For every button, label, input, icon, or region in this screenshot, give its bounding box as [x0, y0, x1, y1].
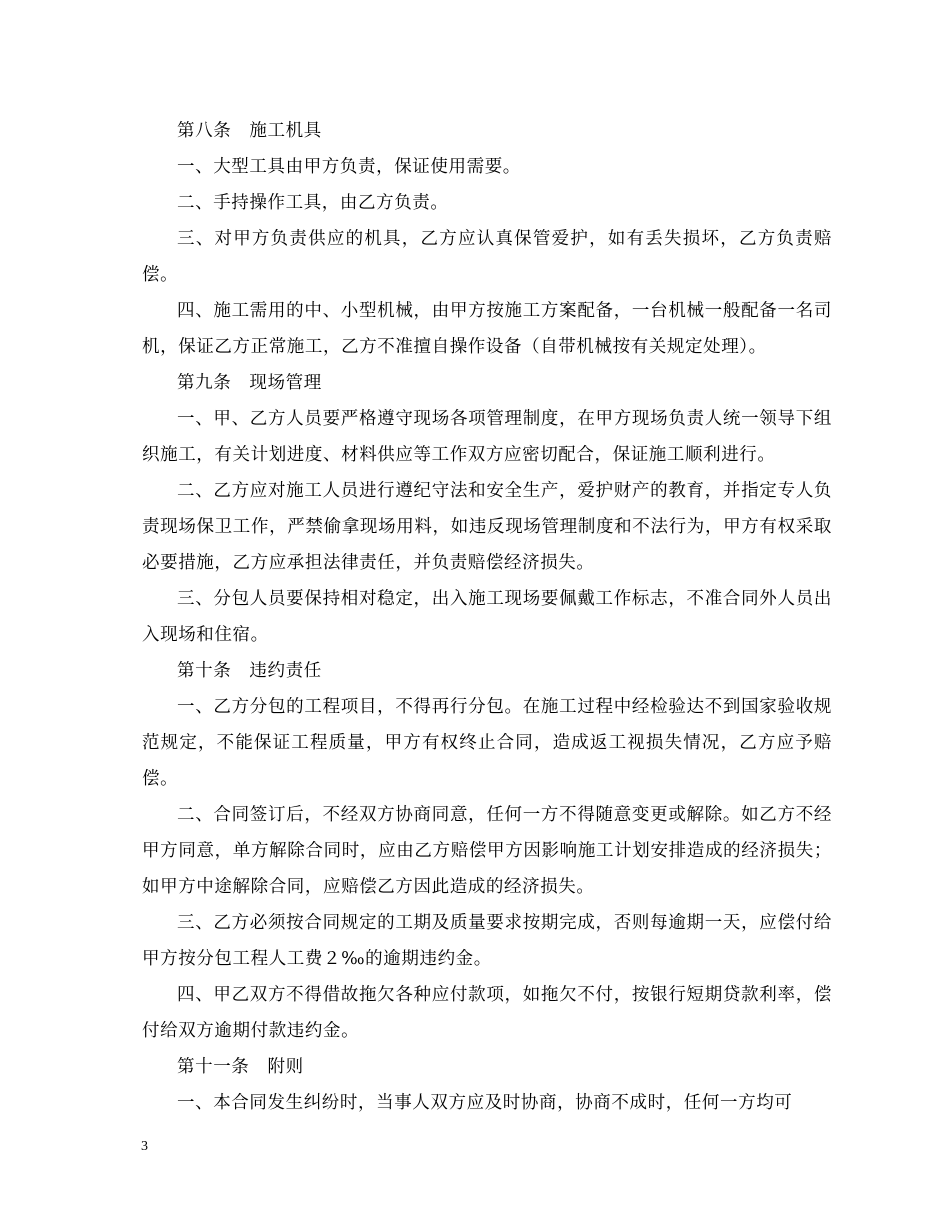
article-9-clause-3: 三、分包人员要保持相对稳定，出入施工现场要佩戴工作标志，不准合同外人员出入现场和住宿。: [142, 589, 832, 645]
article-8-clause-3: 三、对甲方负责供应的机具，乙方应认真保管爱护，如有丢失损坏，乙方负责赔偿。: [142, 229, 832, 285]
page-number: 3: [141, 1139, 148, 1154]
article-10-clause-1: 一、乙方分包的工程项目，不得再行分包。在施工过程中经检验达不到国家验收规范规定，不能保证工程质量，甲方有权终止合同，造成返工视损失情况，乙方应予赔偿。: [142, 697, 832, 789]
article-10-clause-4: 四、甲乙双方不得借故拖欠各种应付款项，如拖欠不付，按银行短期贷款利率，偿付给双方逾期付款违约金。: [142, 985, 832, 1041]
article-8-clause-2: 二、手持操作工具，由乙方负责。: [177, 193, 449, 213]
article-9-clause-1: 一、甲、乙方人员要严格遵守现场各项管理制度，在甲方现场负责人统一领导下组织施工，有关计划进度、材料供应等工作双方应密切配合，保证施工顺利进行。: [142, 409, 832, 465]
article-8-clause-4: 四、施工需用的中、小型机械，由甲方按施工方案配备，一台机械一般配备一名司机，保证乙方正常施工，乙方不准擅自操作设备（自带机械按有关规定处理）。: [142, 301, 832, 357]
article-10-clause-3: 三、乙方必须按合同规定的工期及质量要求按期完成，否则每逾期一天，应偿付给甲方按分包工程人工费２‰的逾期违约金。: [142, 913, 832, 969]
article-10-clause-2: 二、合同签订后，不经双方协商同意，任何一方不得随意变更或解除。如乙方不经甲方同意，单方解除合同时，应由乙方赔偿甲方因影响施工计划安排造成的经济损失；如甲方中途解除合同，应赔偿乙方因此造成的经济损失。: [142, 805, 832, 897]
article-8-clause-1: 一、大型工具由甲方负责，保证使用需要。: [177, 157, 521, 177]
article-11-clause-1: 一、本合同发生纠纷时，当事人双方应及时协商，协商不成时，任何一方均可: [177, 1093, 793, 1113]
article-9-clause-2: 二、乙方应对施工人员进行遵纪守法和安全生产，爱护财产的教育，并指定专人负责现场保卫工作，严禁偷拿现场用料，如违反现场管理制度和不法行为，甲方有权采取必要措施，乙方应承担法律责任，并负责赔偿经济损失。: [142, 481, 832, 573]
article-10-heading: 第十条 违约责任: [177, 661, 322, 681]
article-9-heading: 第九条 现场管理: [177, 373, 322, 393]
document-body: [142, 113, 832, 1121]
article-11-heading: 第十一条 附则: [177, 1057, 304, 1077]
article-8-heading: 第八条 施工机具: [177, 121, 322, 141]
